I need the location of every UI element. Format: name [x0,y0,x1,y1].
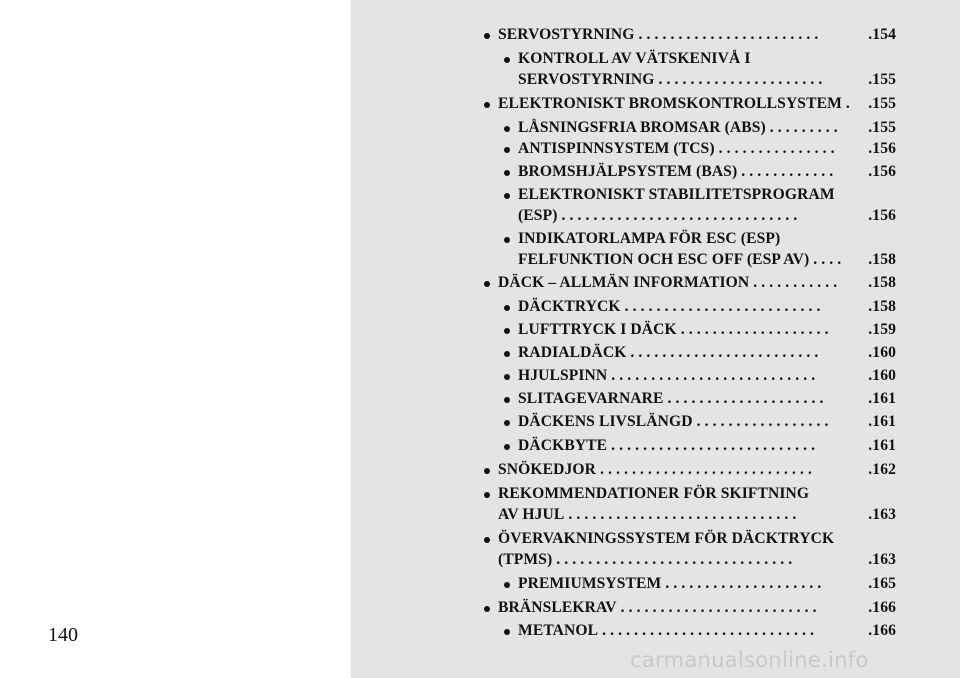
toc-leader-dots: . . . . . . . . . . . . . . . . . . . . . . . . . . . . . [564,506,801,523]
toc-entry-title: ELEKTRONISKT BROMSKONTROLLSYSTEM [498,95,842,112]
bullet-icon [504,328,510,334]
toc-page-number: .166 [868,622,896,639]
bullet-icon [504,147,510,153]
toc-leader-dots: . . . . [809,251,846,268]
toc-page-number: .166 [868,599,896,616]
toc-page-number: .162 [868,461,896,478]
bullet-icon [504,57,510,63]
toc-entry-title: BROMSHJÄLPSYSTEM (BAS) [518,163,738,180]
toc-entry-title: LUFTTRYCK I DÄCK [518,321,677,338]
bullet-icon [504,582,510,588]
toc-page-number: .161 [868,413,896,430]
bullet-icon [484,281,490,287]
toc-page-number: .158 [868,298,896,315]
left-page [0,0,351,678]
bullet-icon [504,420,510,426]
page-number: 140 [48,624,78,646]
toc-leader-dots: . . . . . . . . . . . . . . . . . . . . . . . . [626,344,823,361]
toc-entry-title: ÖVERVAKNINGSSYSTEM FÖR DÄCKTRYCK [498,530,835,547]
toc-entry-title: DÄCKBYTE [518,437,608,454]
toc-leader-dots: . . . . . . . . . . . . . . . . . . . [676,321,833,338]
bullet-icon [504,397,510,403]
toc-page-number: .159 [868,321,896,338]
toc-entry [518,620,896,642]
toc-entry-title: BRÄNSLEKRAV [498,599,617,616]
toc-entry-title: RADIALDÄCK [518,344,627,361]
toc-entry-title: KONTROLL AV VÄTSKENIVÅ I [518,50,751,67]
toc-entry-title: HJULSPINN [518,367,608,384]
toc-page-number: .161 [868,437,896,454]
toc-entry-continuation [518,205,896,227]
bullet-icon [504,126,510,132]
toc-entry-title: SERVOSTYRNING [498,26,635,43]
toc-page-number: .155 [868,71,896,88]
toc-leader-dots: . . . . . . . . . . . . [737,163,838,180]
toc-entry-title: REKOMMENDATIONER FÖR SKIFTNING [498,485,810,502]
bullet-icon [484,33,490,39]
toc-page-number: .156 [868,163,896,180]
toc-entry [518,296,896,318]
bullet-icon [504,444,510,450]
toc-leader-dots: . . . . . . . . . . . . . . . . . . . . . . . . . [620,298,825,315]
toc-entry-title: (TPMS) [498,551,553,568]
watermark: carmanualsonline.info [630,648,869,672]
toc-entry-continuation [518,249,896,271]
toc-entry [498,528,896,550]
bullet-icon [484,102,490,108]
bullet-icon [484,606,490,612]
toc-page-number: .156 [868,207,896,224]
toc-entry-title: AV HJUL [498,506,565,523]
toc-entry-title: DÄCKENS LIVSLÄNGD [518,413,693,430]
bullet-icon [484,468,490,474]
toc-entry [518,365,896,387]
toc-leader-dots: . . . . . . . . . . . . . . . . . . . . . . . [634,26,823,43]
toc-entry-continuation [518,69,896,91]
toc-entry-title: FELFUNKTION OCH ESC OFF (ESP AV) [518,251,810,268]
toc-entry [518,184,896,206]
toc-entry [498,93,896,115]
toc-page-number: .158 [868,251,896,268]
toc-leader-dots: . . . . . . . . . . . [749,274,842,291]
toc-leader-dots: . . . . . . . . . . . . . . . . . . . . [661,575,826,592]
toc-entry-title: (ESP) [518,207,558,224]
toc-entry-title: DÄCK – ALLMÄN INFORMATION [498,274,750,291]
toc-entry-title: METANOL [518,622,599,639]
toc-leader-dots: . . . . . . . . . . . . . . . . . . . . . [654,71,827,88]
toc-leader-dots: . . . . . . . . . . . . . . . [714,140,839,157]
toc-entry [518,48,896,70]
toc-entry [498,483,896,505]
toc-entry [498,459,896,481]
toc-entry [498,24,896,46]
bullet-icon [504,374,510,380]
toc-leader-dots: . . . . . . . . . . . . . . . . . . . . . . . . . . . [595,461,816,478]
toc-page-number: .155 [868,95,896,112]
toc-entry-title: SLITAGEVARNARE [518,390,664,407]
toc-entry-title: LÅSNINGSFRIA BROMSAR (ABS) [518,119,766,136]
toc-page-number: .158 [868,274,896,291]
toc-leader-dots: . . . . . . . . . . . . . . . . . . . . . . . . . . . . . . [557,207,802,224]
toc-page-number: .154 [868,26,896,43]
toc-entry [518,161,896,183]
toc-leader-dots: . . . . . . . . . [765,119,842,136]
toc-entry [498,597,896,619]
toc-leader-dots: . . . . . . . . . . . . . . . . . [692,413,833,430]
toc-entry [518,573,896,595]
toc-leader-dots: . . . . . . . . . . . . . . . . . . . . [663,390,828,407]
bullet-icon [504,305,510,311]
toc-entry-title: PREMIUMSYSTEM [518,575,662,592]
toc-page-number: .163 [868,506,896,523]
toc-page-number: .161 [868,390,896,407]
toc-entry-continuation [498,549,896,571]
toc-leader-dots: . [841,95,854,112]
toc-page-number: .163 [868,551,896,568]
toc-entry-continuation [498,504,896,526]
toc-entry [518,138,896,160]
toc-entry-title: DÄCKTRYCK [518,298,621,315]
bullet-icon [504,170,510,176]
toc-entry [518,435,896,457]
toc-entry [518,388,896,410]
toc-page-number: .165 [868,575,896,592]
toc-entry-title: SNÖKEDJOR [498,461,596,478]
toc-leader-dots: . . . . . . . . . . . . . . . . . . . . . . . . . [616,599,821,616]
toc-entry-title: ANTISPINNSYSTEM (TCS) [518,140,715,157]
toc-entry [518,342,896,364]
toc-page-number: .160 [868,344,896,361]
bullet-icon [504,193,510,199]
toc-entry [518,319,896,341]
bullet-icon [504,629,510,635]
toc-entry [518,228,896,250]
toc-entry [518,411,896,433]
toc-leader-dots: . . . . . . . . . . . . . . . . . . . . . . . . . . . . . . [552,551,797,568]
toc-leader-dots: . . . . . . . . . . . . . . . . . . . . . . . . . . [607,367,820,384]
toc-entry [498,272,896,294]
toc-entry-title: ELEKTRONISKT STABILITETSPROGRAM [518,186,835,203]
bullet-icon [484,537,490,543]
toc-page-number: .160 [868,367,896,384]
toc-entry-title: INDIKATORLAMPA FÖR ESC (ESP) [518,230,781,247]
toc-leader-dots: . . . . . . . . . . . . . . . . . . . . . . . . . . . [598,622,819,639]
toc-page-number: .156 [868,140,896,157]
toc-page-number: .155 [868,119,896,136]
toc-leader-dots: . . . . . . . . . . . . . . . . . . . . . . . . . . [607,437,820,454]
bullet-icon [484,492,490,498]
bullet-icon [504,351,510,357]
toc-entry-title: SERVOSTYRNING [518,71,655,88]
toc-entry [518,117,896,139]
bullet-icon [504,237,510,243]
